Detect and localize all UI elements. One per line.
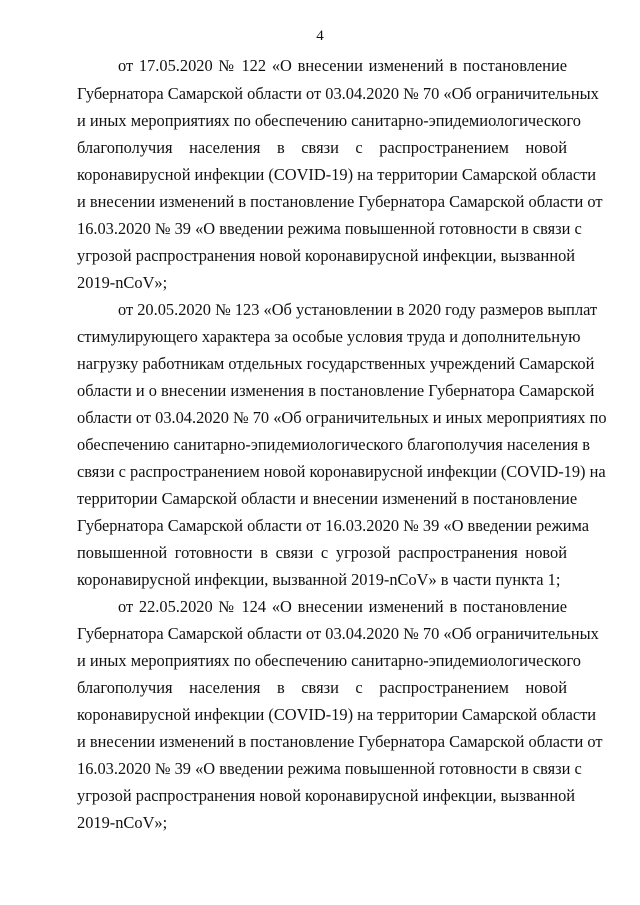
paragraph-1-line-7: 16.03.2020 № 39 «О введении режима повышенной готовности в связи с [77, 219, 582, 238]
paragraph-3-line-9: 2019-nCoV»; [77, 813, 168, 832]
paragraph-3-line-2: Губернатора Самарской области от 03.04.2020 № 70 «Об ограничительных [77, 624, 599, 643]
paragraph-3-line-1: от 22.05.2020 № 124 «О внесении изменений в постановление [118, 597, 567, 616]
paragraph-1-line-3: и иных мероприятиях по обеспечению санитарно-эпидемиологического [77, 111, 581, 130]
paragraph-2-line-1: от 20.05.2020 № 123 «Об установлении в 2020 году размеров выплат [118, 300, 598, 319]
paragraph-1-line-2: Губернатора Самарской области от 03.04.2020 № 70 «Об ограничительных [77, 84, 599, 103]
paragraph-2-line-3: нагрузку работникам отдельных государственных учреждений Самарской [77, 354, 595, 373]
paragraph-2-line-5: области от 03.04.2020 № 70 «Об ограничительных и иных мероприятиях по [77, 408, 607, 427]
paragraph-2-line-8: территории Самарской области и внесении изменений в постановление [77, 489, 578, 508]
paragraph-2-line-10: повышенной готовности в связи с угрозой распространения новой [77, 543, 567, 562]
page-number: 4 [316, 28, 324, 44]
paragraph-1-line-8: угрозой распространения новой коронавирусной инфекции, вызванной [77, 246, 576, 265]
paragraph-3-line-4: благополучия населения в связи с распространением новой [77, 678, 567, 697]
paragraph-2-line-9: Губернатора Самарской области от 16.03.2020 № 39 «О введении режима [77, 516, 590, 535]
paragraph-3-line-8: угрозой распространения новой коронавирусной инфекции, вызванной [77, 786, 576, 805]
paragraph-1-line-4: благополучия населения в связи с распространением новой [77, 138, 567, 157]
paragraph-1-line-1: от 17.05.2020 № 122 «О внесении изменений в постановление [118, 56, 567, 75]
paragraph-3-line-6: и внесении изменений в постановление Губернатора Самарской области от [77, 732, 603, 751]
paragraph-1-line-9: 2019-nCoV»; [77, 273, 168, 292]
paragraph-3-line-3: и иных мероприятиях по обеспечению санитарно-эпидемиологического [77, 651, 581, 670]
paragraph-3-line-5: коронавирусной инфекции (COVID-19) на территории Самарской области [77, 705, 597, 724]
paragraph-1-line-5: коронавирусной инфекции (COVID-19) на территории Самарской области [77, 165, 597, 184]
paragraph-2-line-4: области и о внесении изменения в постановление Губернатора Самарской [77, 381, 595, 400]
paragraph-1-line-6: и внесении изменений в постановление Губернатора Самарской области от [77, 192, 603, 211]
paragraph-2-line-11: коронавирусной инфекции, вызванной 2019-nCoV» в части пункта 1; [77, 570, 561, 589]
paragraph-2-line-6: обеспечению санитарно-эпидемиологического благополучия населения в [77, 435, 591, 454]
paragraph-2-line-2: стимулирующего характера за особые условия труда и дополнительную [77, 327, 581, 346]
paragraph-2-line-7: связи с распространением новой коронавирусной инфекции (COVID-19) на [77, 462, 606, 481]
paragraph-3-line-7: 16.03.2020 № 39 «О введении режима повышенной готовности в связи с [77, 759, 582, 778]
